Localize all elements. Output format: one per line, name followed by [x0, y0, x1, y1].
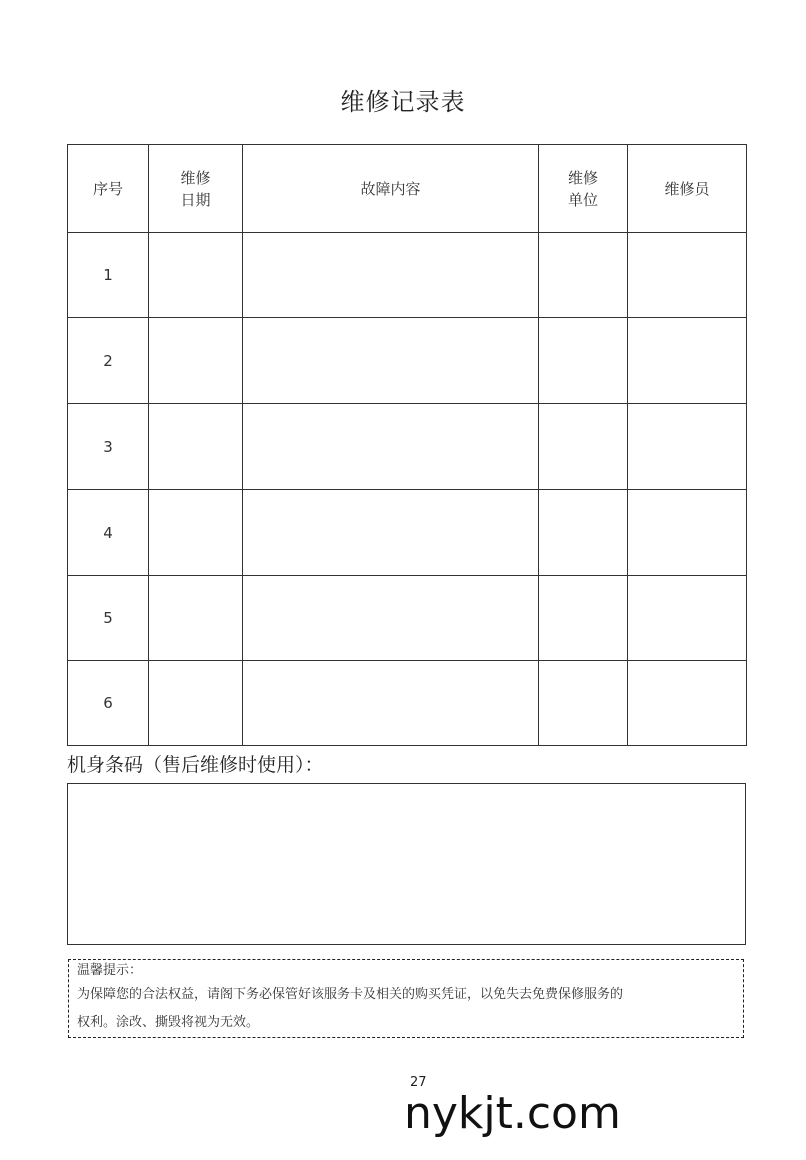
notice-title: 温馨提示：	[77, 963, 143, 978]
barcode-label: 机身条码（售后维修时使用）：	[67, 754, 324, 776]
cell-unit[interactable]	[539, 490, 628, 576]
cell-unit[interactable]	[539, 318, 628, 404]
header-fault-content: 故障内容	[243, 145, 539, 233]
cell-fault[interactable]	[243, 490, 539, 576]
cell-index: 3	[68, 404, 149, 490]
table-row	[68, 576, 747, 661]
table-row	[68, 318, 747, 404]
notice-box	[68, 959, 744, 1038]
notice-text-line-2: 权利。涂改、撕毁将视为无效。	[77, 1015, 260, 1030]
table-row	[68, 233, 747, 318]
cell-fault[interactable]	[243, 318, 539, 404]
repair-records-table	[67, 144, 747, 746]
cell-technician[interactable]	[628, 661, 747, 746]
cell-unit[interactable]	[539, 233, 628, 318]
cell-fault[interactable]	[243, 233, 539, 318]
cell-technician[interactable]	[628, 404, 747, 490]
header-index: 序号	[68, 145, 149, 233]
cell-technician[interactable]	[628, 233, 747, 318]
header-repair-date: 维修 日期	[149, 145, 243, 233]
cell-fault[interactable]	[243, 576, 539, 661]
watermark: nykjt.com	[404, 1088, 621, 1139]
cell-unit[interactable]	[539, 576, 628, 661]
cell-date[interactable]	[149, 661, 243, 746]
cell-date[interactable]	[149, 318, 243, 404]
header-technician: 维修员	[628, 145, 747, 233]
cell-index: 6	[68, 661, 149, 746]
barcode-field[interactable]	[67, 783, 746, 945]
cell-date[interactable]	[149, 404, 243, 490]
cell-unit[interactable]	[539, 404, 628, 490]
cell-technician[interactable]	[628, 490, 747, 576]
cell-technician[interactable]	[628, 576, 747, 661]
table-row	[68, 404, 747, 490]
header-repair-unit: 维修 单位	[539, 145, 628, 233]
table-row	[68, 490, 747, 576]
cell-index: 5	[68, 576, 149, 661]
cell-fault[interactable]	[243, 404, 539, 490]
cell-index: 2	[68, 318, 149, 404]
page-title: 维修记录表	[340, 88, 466, 116]
cell-index: 4	[68, 490, 149, 576]
table-header-row	[68, 145, 747, 233]
cell-technician[interactable]	[628, 318, 747, 404]
cell-date[interactable]	[149, 233, 243, 318]
cell-unit[interactable]	[539, 661, 628, 746]
cell-index: 1	[68, 233, 149, 318]
notice-text-line-1: 为保障您的合法权益，请阁下务必保管好该服务卡及相关的购买凭证，以免失去免费保修服务的	[77, 987, 624, 1002]
table-row	[68, 661, 747, 746]
page-number: 27	[410, 1075, 427, 1090]
cell-date[interactable]	[149, 490, 243, 576]
cell-fault[interactable]	[243, 661, 539, 746]
cell-date[interactable]	[149, 576, 243, 661]
